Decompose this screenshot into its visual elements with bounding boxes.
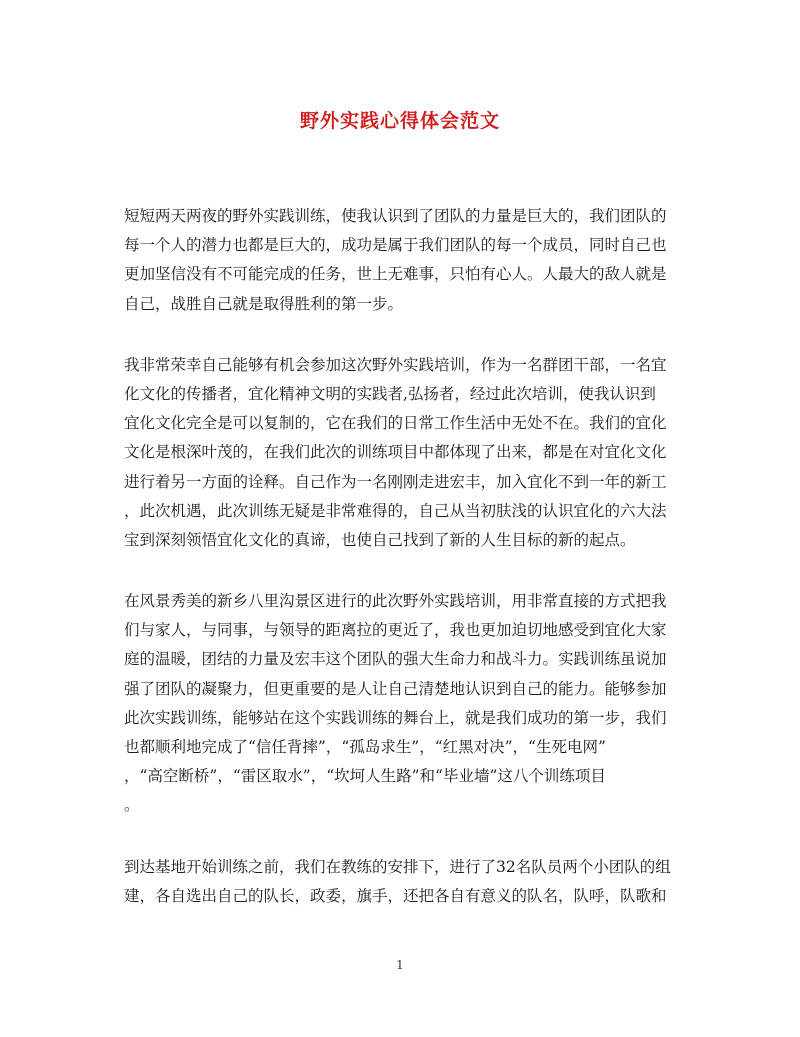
page-number: 1 [396,958,404,972]
text-line: ，“高空断桥”，“雷区取水”，“坎坷人生路”和“毕业墙”这八个训练项目 [124,767,606,786]
text-line: 。 [124,796,140,815]
text-line: 建，各自选出自己的队长，政委，旗手，还把各自有意义的队名，队呼，队歌和 [124,886,667,905]
text-line: 在风景秀美的新乡八里沟景区进行的此次野外实践培训，用非常直接的方式把我 [124,592,667,611]
text-line: 到达基地开始训练之前，我们在教练的安排下，进行了32名队员两个小团队的组 [124,857,671,876]
text-line: 我非常荣幸自己能够有机会参加这次野外实践培训，作为一名群团干部，一名宜 [124,355,667,374]
text-line: 化文化的传播者，宜化精神文明的实践者,弘扬者，经过此次培训，使我认识到 [124,384,656,403]
text-line: 更加坚信没有不可能完成的任务，世上无难事，只怕有心人。人最大的敌人就是 [124,265,667,284]
document-body [124,202,684,943]
text-line: 进行着另一方面的诠释。自己作为一名刚刚走进宏丰，加入宜化不到一年的新工 [124,472,667,491]
text-line: 此次实践训练，能够站在这个实践训练的舞台上，就是我们成功的第一步，我们 [124,708,667,727]
text-line: 们与家人，与同事，与领导的距离拉的更近了，我也更加迫切地感受到宜化大家 [124,621,667,640]
text-line: 庭的温暖，团结的力量及宏丰这个团队的强大生命力和战斗力。实践训练虽说加 [124,650,667,669]
text-line: ，此次机遇，此次训练无疑是非常难得的，自己从当初肤浅的认识宜化的六大法 [124,501,667,520]
text-line: 强了团队的凝聚力，但更重要的是人让自己清楚地认识到自己的能力。能够参加 [124,679,667,698]
text-line: 宜化文化完全是可以复制的，它在我们的日常工作生活中无处不在。我们的宜化 [124,414,667,433]
text-line: 短短两天两夜的野外实践训练，使我认识到了团队的力量是巨大的，我们团队的 [124,207,667,225]
text-line: 每一个人的潜力也都是巨大的，成功是属于我们团队的每一个成员，同时自己也 [124,236,667,255]
paragraph [124,351,684,555]
text-line: 宝到深刻领悟宜化文化的真谛，也使自己找到了新的人生目标的新的起点。 [124,530,636,549]
text-line: 文化是根深叶茂的，在我们此次的训练项目中都体现了出来，都是在对宜化文化 [124,443,667,462]
document-title: 野外实践心得体会范文 [299,110,500,132]
paragraph [124,587,684,821]
text-line: 自己，战胜自己就是取得胜利的第一步。 [124,294,404,313]
text-line: 也都顺利地完成了“信任背摔”，“孤岛求生”，“红黑对决”，“生死电网” [124,738,606,756]
paragraph [124,202,684,319]
paragraph [124,853,684,911]
